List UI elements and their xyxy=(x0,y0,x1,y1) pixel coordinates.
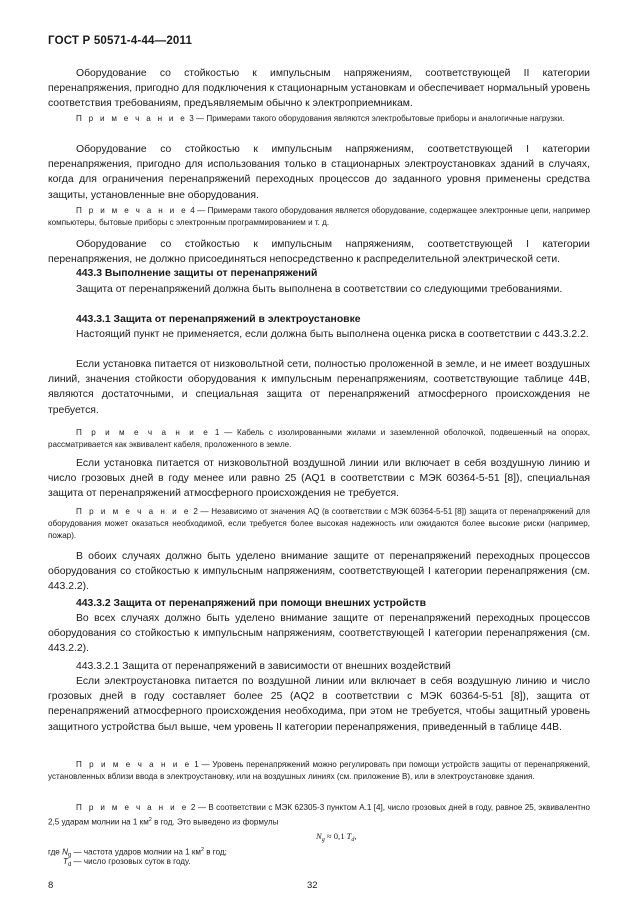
where-line xyxy=(63,856,191,871)
page-number-left: 8 xyxy=(48,880,54,891)
where-text: — частота ударов молнии на 1 км xyxy=(71,847,201,857)
note-label: П р и м е ч а н и е xyxy=(76,114,188,123)
where-text: в год; xyxy=(204,847,227,857)
note-text: 3 — Примерами такого оборудования являются электробытовые приборы и аналогичные нагрузки. xyxy=(187,114,565,123)
where-subscript: d xyxy=(67,862,72,868)
note-text: 2 — В соответствии с МЭК 62305-3 пунктом А.1 [4], число грозовых дней в году, равное 25, эквивалентно 2,5 ударам молнии на 1 км xyxy=(48,803,590,827)
note-label: П р и м е ч а н и е xyxy=(76,803,189,812)
paragraph: Оборудование со стойкостью к импульсным напряжениям, соответствующей II категории перенапряжения, пригодно для подключения к стационарным установкам и обеспечивает нормальный уровень соответствия требованиям, предъявляемым обычно к электроприемникам. xyxy=(48,68,590,110)
note-text: 1 — Кабель с изолированными жилами и заземленной оболочкой, подвешенный на опорах, рассматривается как эквивалент кабеля, проложенного в земле. xyxy=(48,428,590,450)
note xyxy=(48,802,590,829)
note-label: П р и м е ч а н и е xyxy=(76,206,188,215)
paragraph: Если установка питается от низковольтной воздушной линии или включает в себя воздушную линию и число грозовых дней в году менее или равно 25 (AQ1 в соответствии с МЭК 60364-5-51 [8]), специальная защита от перенапряжений атмосферного происхождения не требуется. xyxy=(48,458,590,500)
note-label: П р и м е ч а н и е xyxy=(76,507,191,516)
section-heading-443-3: 443.3 Выполнение защиты от перенапряжений xyxy=(76,268,318,279)
paragraph: Во всех случаях должно быть уделено внимание защите от перенапряжений переходных процессов оборудования со стойкостью к импульсным напряжениям, соответствующей I категории перенапряжения (см. 443.2.2). xyxy=(48,613,590,655)
formula-subscript: d xyxy=(351,837,355,843)
superscript: 2 xyxy=(148,817,152,824)
note-text: в год. Это выведено из формулы xyxy=(151,817,279,827)
paragraph: Защита от перенапряжений должна быть выполнена в соответствии со следующими требованиями. xyxy=(76,284,563,295)
where-symbol: T xyxy=(63,857,68,866)
formula-punctuation: , xyxy=(354,831,357,841)
note xyxy=(48,759,590,783)
where-text: — число грозовых суток в году. xyxy=(71,857,191,866)
note-text: 2 — Независимо от значения AQ (в соответствии с МЭК 60364-5-51 [8]) защита от перенапряжений для оборудования может оказаться необходимой, если требуется более высокая надежность или ожидаются более высокие риски (например, пожар). xyxy=(48,507,591,541)
section-heading-443-3-1: 443.3.1 Защита от перенапряжений в электроустановке xyxy=(76,314,361,325)
paragraph: Оборудование со стойкостью к импульсным напряжениям, соответствующей I категории перенапряжения, пригодно для использования только в стационарных электроустановках зданий в случаях, когда для ограничения перенапряжений переходных процессов до заданного уровня применены средства защиты, установленные вне оборудования. xyxy=(48,144,590,201)
where-subscript: g xyxy=(67,852,72,859)
note-text: 1 — Уровень перенапряжений можно регулировать при помощи устройств защиты от перенапряжений, установленных вблизи ввода в электроустановку, или на воздушных линиях (см. приложение B), или в электроустановке здания. xyxy=(48,760,590,782)
formula-symbol: N xyxy=(316,831,322,841)
note-label: П р и м е ч а н и е xyxy=(76,428,211,437)
section-heading-443-3-2-1: 443.3.2.1 Защита от перенапряжений в зависимости от внешних воздействий xyxy=(76,661,451,672)
where-symbol: N xyxy=(62,847,68,857)
formula xyxy=(316,831,357,843)
note xyxy=(48,506,590,543)
formula-operator: ≈ 0,1 xyxy=(324,831,347,841)
page-number-center: 32 xyxy=(307,880,318,891)
paragraph: Если установка питается от низковольтной сети, полностью проложенной в земле, и не имеет воздушных линий, значения стойкости оборудования к импульсным перенапряжениям, соответствующие таблице 44B, являются достаточными, и специальная защита от перенапряжений атмосферного происхождения не требуется. xyxy=(48,359,590,416)
paragraph: Если электроустановка питается по воздушной линии или включает в себя воздушную линию и число грозовых дней в году составляет более 25 (AQ2 в соответствии с МЭК 60364-5-51 [8]), защита от перенапряжений атмосферного происхождения необходима, при этом не требуется, чтобы защитный уровень защитного устройства был выше, чем уровень II категории перенапряжения, приведенный в таблице 44B. xyxy=(48,676,590,733)
formula-symbol: T xyxy=(346,831,352,841)
section-heading-443-3-2: 443.3.2 Защита от перенапряжений при помощи внешних устройств xyxy=(76,598,427,609)
paragraph: Настоящий пункт не применяется, если должна быть выполнена оценка риска в соответствии с 443.3.2.2. xyxy=(76,329,589,340)
paragraph: В обоих случаях должно быть уделено внимание защите от перенапряжений переходных процессов оборудования со стойкостью к импульсным напряжениям, соответствующей I категории перенапряжения (см. 443.2.2). xyxy=(48,551,590,593)
superscript: 2 xyxy=(200,847,204,853)
note xyxy=(48,427,590,451)
formula-subscript: g xyxy=(321,837,325,843)
note xyxy=(48,113,590,125)
standard-header: ГОСТ Р 50571-4-44—2011 xyxy=(48,35,193,47)
where-prefix: где xyxy=(48,847,63,857)
note xyxy=(48,205,590,229)
note-text: 4 — Примерами такого оборудования является оборудование, содержащее электронные цепи, например компьютеры, бытовые приборы с электронным программированием и т. д. xyxy=(48,206,590,228)
paragraph: Оборудование со стойкостью к импульсным напряжениям, соответствующей I категории перенапряжения, не должно присоединяться непосредственно к распределительной электрической сети. xyxy=(48,239,590,266)
note-label: П р и м е ч а н и е xyxy=(76,760,192,769)
